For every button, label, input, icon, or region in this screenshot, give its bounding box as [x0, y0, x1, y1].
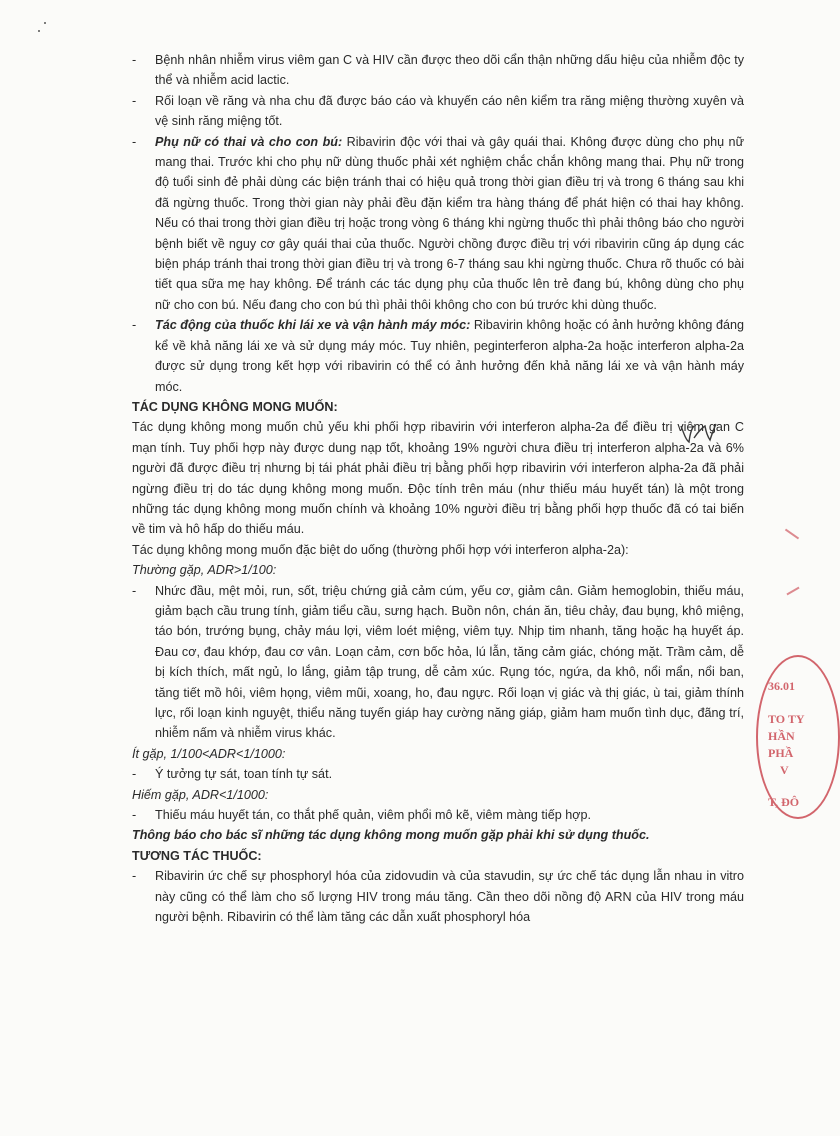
list-dash: - [132, 93, 137, 108]
list-item-text: Ribavirin ức chế sự phosphoryl hóa của zidovudin và của stavudin, sự ức chế tác dụng lẫn nhau in vitro này cũng có thể làm cho số lượng HIV trong máu tăng. Cần theo dõi nồng độ ARN của HIV trong máu người bệnh. Ribavirin có thể làm tăng các dẫn xuất phosphoryl hóa [155, 869, 744, 925]
list-item-lead: Tác động của thuốc khi lái xe và vận hành máy móc: [155, 318, 471, 333]
list-dash: - [132, 583, 137, 598]
list-dash: - [132, 53, 137, 67]
frequency-label: Hiếm gặp, ADR<1/1000: [132, 787, 269, 802]
list-item [132, 132, 744, 316]
list-dash: - [132, 767, 137, 782]
list-dash: - [132, 134, 137, 149]
list-item [132, 866, 744, 927]
list-item-text: Ribavirin độc với thai và gây quái thai. Không được dùng cho phụ nữ mang thai. Trước khi cho phụ nữ dùng thuốc phải xét nghiệm chắc chắn không mang thai. Phụ nữ trong độ tuổi sinh đẻ phải dùng các biện tránh thai có hiệu quả trong thời gian điều trị và trong 6 tháng sau khi đã ngừng thuốc. Trong thời gian này phải đều đặn kiểm tra hàng tháng để phát hiện có thai hay không. Nếu có thai trong thời gian điều trị hoặc trong vòng 6 tháng khi ngừng thuốc thì phải thông báo cho người bệnh biết về nguy cơ gây quái thai của thuốc. Người chồng được điều trị với ribavirin cũng áp dụng các biện pháp tránh thai trong thời gian điều trị và trong 6-7 tháng sau khi ngừng thuốc. Chưa rõ thuốc có bài tiết qua sữa mẹ hay không. Để tránh các tác dụng phụ của thuốc lên trẻ đang bú, không dùng cho phụ nữ cho con bú. Nếu đang cho con bú thì phải thôi không cho con bú trước khi dùng thuốc. [155, 134, 744, 312]
list-item-text: Bệnh nhân nhiễm virus viêm gan C và HIV cần được theo dõi cẩn thận những dấu hiệu của nhiễm độc ty thể và nhiễm acid lactic. [155, 53, 744, 88]
stamp-edge-mark [786, 587, 799, 596]
document-body [132, 50, 744, 927]
paragraph: Tác dụng không mong muốn đặc biệt do uống (thường phối hợp với interferon alpha-2a): [132, 542, 629, 557]
list-item-text: Thiếu máu huyết tán, co thắt phế quản, viêm phổi mô kẽ, viêm màng tiếp hợp. [155, 808, 591, 823]
list-dash: - [132, 808, 137, 823]
list-dash: - [132, 869, 137, 884]
section-heading: TÁC DỤNG KHÔNG MONG MUỐN: [132, 399, 338, 414]
list-item-text: Rối loạn về răng và nha chu đã được báo cáo và khuyến cáo nên kiểm tra răng miệng thường xuyên và vệ sinh răng miệng tốt. [155, 93, 744, 129]
list-item-text: Ý tưởng tự sát, toan tính tự sát. [155, 767, 333, 782]
frequency-label: Thường gặp, ADR>1/100: [132, 563, 277, 578]
stamp-edge-mark [785, 529, 799, 540]
list-item [132, 315, 744, 397]
signature-mark [678, 420, 718, 446]
list-item-lead: Phụ nữ có thai và cho con bú: [155, 134, 343, 149]
notice-text: Thông báo cho bác sĩ những tác dụng không mong muốn gặp phải khi sử dụng thuốc. [132, 828, 650, 843]
list-item [132, 50, 744, 91]
scan-speck [44, 22, 46, 24]
list-item [132, 805, 744, 825]
paragraph: Tác dụng không mong muốn chủ yếu khi phối hợp ribavirin với interferon alpha-2a để điều trị viêm gan C mạn tính. Tuy phối hợp này được dung nạp tốt, khoảng 19% người chưa điều trị interferon alpha-2a và 6% người đã được điều trị nhưng bị tái phát phải điều trị bằng phối hợp ribavirin với interferon alpha-2a đã phải ngừng điều trị do tác dụng không mong muốn. Độc tính trên máu (như thiếu máu huyết tán) là một trong những tác dụng không mong muốn chính và khoảng 10% người điều trị bằng phối hợp thuốc đã có tai biến về tim và hô hấp do thiếu máu. [132, 420, 744, 537]
list-item [132, 581, 744, 744]
list-item-text: Ribavirin không hoặc có ảnh hưởng không đáng kể về khả năng lái xe và sử dụng máy móc. Tuy nhiên, peginterferon alpha-2a hoặc interferon alpha-2a được sử dụng trong kết hợp với ribavirin có thể có ảnh hưởng đến khả năng lái xe và vận hành máy móc. [155, 318, 744, 394]
scan-speck [38, 30, 40, 32]
section-heading: TƯƠNG TÁC THUỐC: [132, 848, 262, 863]
list-item [132, 91, 744, 132]
list-item [132, 764, 744, 784]
company-stamp: 36.01 TO TY HẦN PHẦ V T, ĐÔ [756, 655, 840, 819]
list-item-text: Nhức đầu, mệt mỏi, run, sốt, triệu chứng giả cảm cúm, yếu cơ, giảm cân. Giảm hemoglobin, thiếu máu, giảm bạch cầu trung tính, giảm tiểu cầu, sưng hạch. Buồn nôn, chán ăn, tiêu chảy, đau bụng, khô miệng, táo bón, trướng bụng, chảy máu lợi, viêm loét miệng, viêm tụy. Nhịp tim nhanh, tăng hoặc hạ huyết áp. Đau cơ, đau khớp, đau cơ vân. Loạn cảm, cơn bốc hỏa, lú lẫn, tăng cảm giác, chóng mặt. Trầm cảm, dễ bị kích thích, mất ngủ, lo lắng, giảm tập trung, dễ cảm xúc. Rụng tóc, ngứa, da khô, nổi mẩn, nổi ban, tăng tiết mồ hôi, viêm họng, viêm mũi, xoang, ho, đau ngực. Rối loạn vị giác và thị giác, ù tai, giảm thính lực, rối loạn kinh nguyệt, thiểu năng tuyến giáp hay cường năng giáp, giảm ham muốn tình dục, đãng trí, nhiễm nấm và nhiễm virus khác. [155, 583, 744, 741]
frequency-label: Ít gặp, 1/100<ADR<1/1000: [132, 746, 286, 761]
list-dash: - [132, 318, 137, 333]
